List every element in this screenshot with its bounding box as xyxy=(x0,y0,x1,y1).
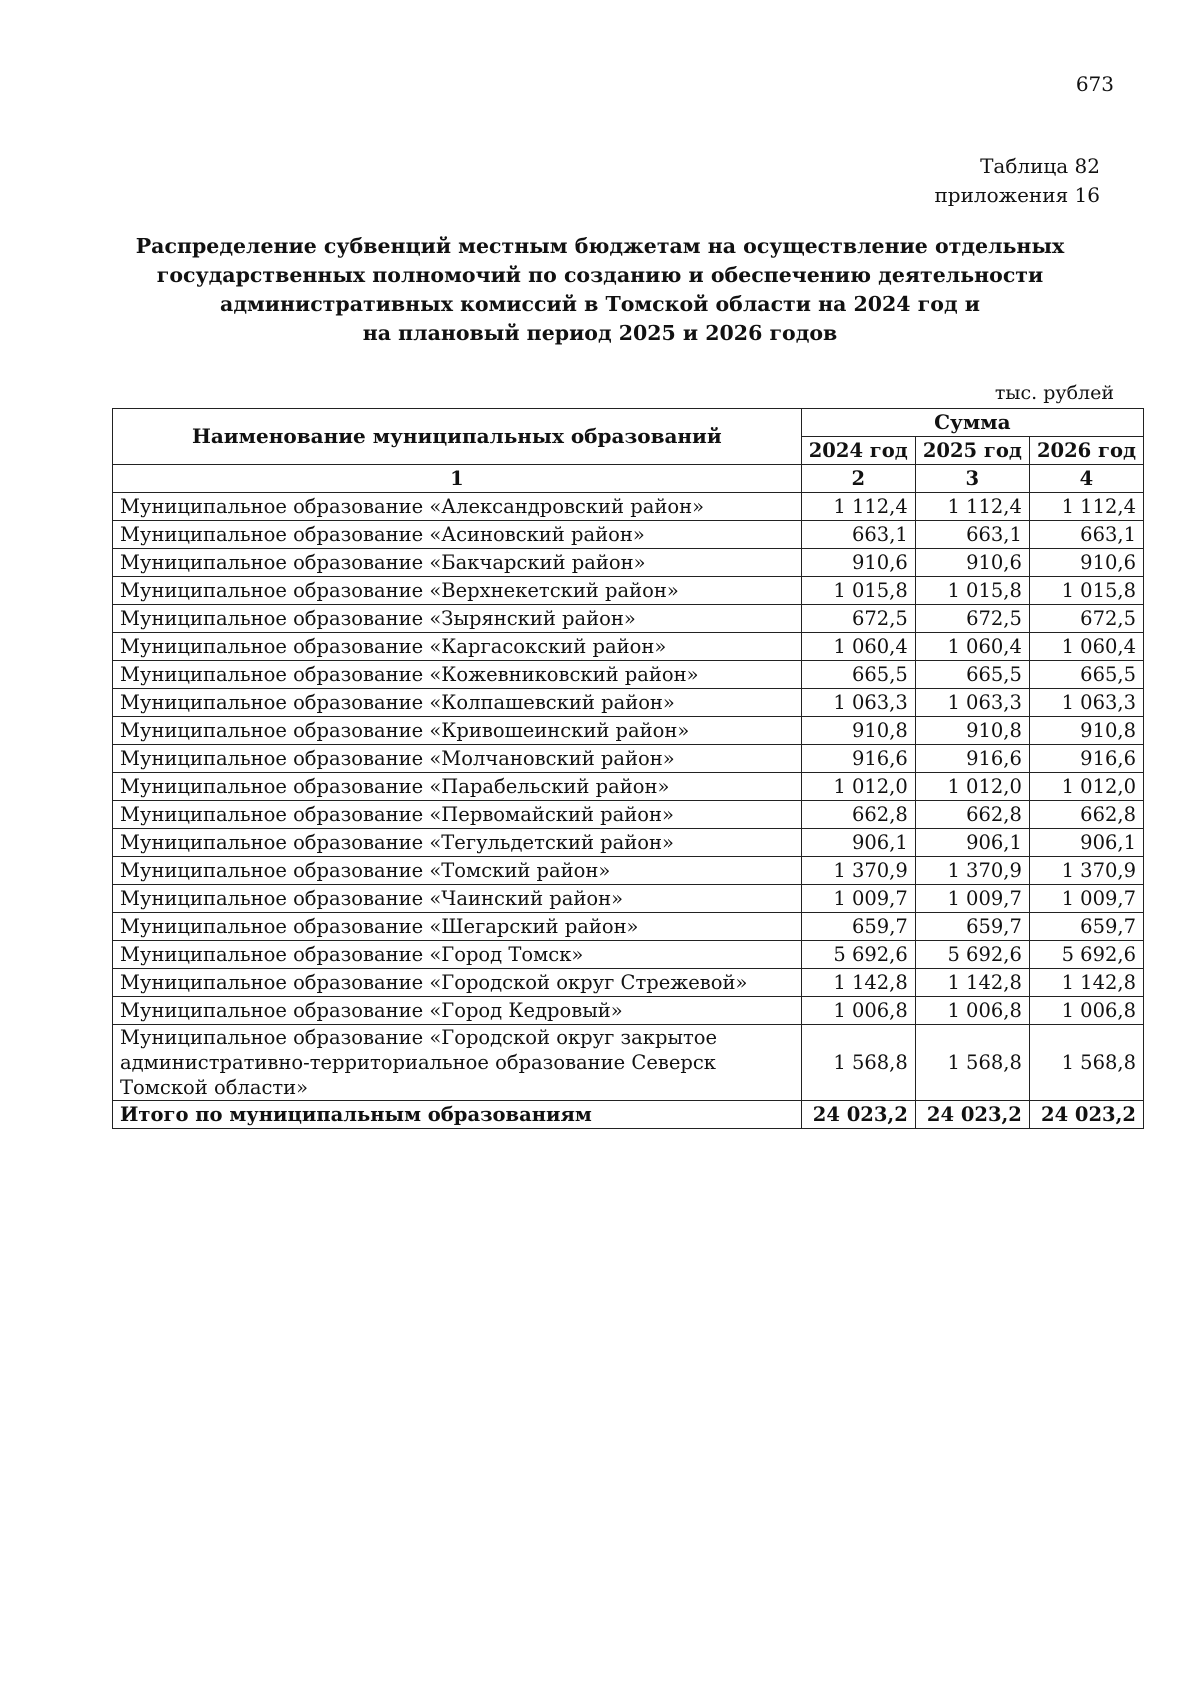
municipality-name: Муниципальное образование «Парабельский район» xyxy=(113,773,802,801)
amount-2025: 1 370,9 xyxy=(915,857,1029,885)
municipality-name: Муниципальное образование «Городской округ Стрежевой» xyxy=(113,969,802,997)
amount-2026: 1 568,8 xyxy=(1029,1025,1143,1101)
amount-2024: 1 060,4 xyxy=(801,633,915,661)
table-row xyxy=(113,941,1144,969)
municipality-name: Муниципальное образование «Городской округ закрытое административно-территориальное образование Северск Томской области» xyxy=(113,1025,802,1101)
table-row xyxy=(113,521,1144,549)
municipality-name: Муниципальное образование «Молчановский район» xyxy=(113,745,802,773)
municipality-name: Муниципальное образование «Город Томск» xyxy=(113,941,802,969)
amount-2025: 1 568,8 xyxy=(915,1025,1029,1101)
amount-2026: 663,1 xyxy=(1029,521,1143,549)
amount-2024: 663,1 xyxy=(801,521,915,549)
table-row xyxy=(113,549,1144,577)
amount-2026: 672,5 xyxy=(1029,605,1143,633)
amount-2025: 672,5 xyxy=(915,605,1029,633)
municipality-name: Муниципальное образование «Чаинский район» xyxy=(113,885,802,913)
amount-2026: 5 692,6 xyxy=(1029,941,1143,969)
table-row xyxy=(113,997,1144,1025)
amount-2024: 1 112,4 xyxy=(801,493,915,521)
amount-2025: 663,1 xyxy=(915,521,1029,549)
title-line: государственных полномочий по созданию и обеспечению деятельности xyxy=(156,263,1044,287)
table-row xyxy=(113,773,1144,801)
amount-2024: 672,5 xyxy=(801,605,915,633)
subvention-table xyxy=(112,408,1144,1129)
amount-2025: 1 012,0 xyxy=(915,773,1029,801)
amount-2025: 1 063,3 xyxy=(915,689,1029,717)
amount-2025: 1 112,4 xyxy=(915,493,1029,521)
table-row xyxy=(113,857,1144,885)
amount-2025: 1 142,8 xyxy=(915,969,1029,997)
amount-2025: 665,5 xyxy=(915,661,1029,689)
column-index: 1 xyxy=(113,465,802,493)
table-row xyxy=(113,745,1144,773)
table-row xyxy=(113,633,1144,661)
amount-2025: 916,6 xyxy=(915,745,1029,773)
header-year-2025: 2025 год xyxy=(915,437,1029,465)
amount-2026: 1 012,0 xyxy=(1029,773,1143,801)
units-label: тыс. рублей xyxy=(994,382,1114,404)
table-row xyxy=(113,969,1144,997)
header-sum-group: Сумма xyxy=(801,409,1143,437)
amount-2024: 1 142,8 xyxy=(801,969,915,997)
municipality-name: Муниципальное образование «Шегарский район» xyxy=(113,913,802,941)
document-title xyxy=(110,232,1090,348)
table-row xyxy=(113,689,1144,717)
table-row xyxy=(113,1025,1144,1101)
table-row xyxy=(113,577,1144,605)
column-index: 3 xyxy=(915,465,1029,493)
title-line: Распределение субвенций местным бюджетам на осуществление отдельных xyxy=(135,234,1065,258)
table-row xyxy=(113,493,1144,521)
total-2024: 24 023,2 xyxy=(801,1101,915,1129)
amount-2026: 910,8 xyxy=(1029,717,1143,745)
amount-2024: 1 012,0 xyxy=(801,773,915,801)
municipality-name: Муниципальное образование «Кривошеинский район» xyxy=(113,717,802,745)
amount-2026: 1 006,8 xyxy=(1029,997,1143,1025)
header-year-2026: 2026 год xyxy=(1029,437,1143,465)
amount-2025: 5 692,6 xyxy=(915,941,1029,969)
amount-2026: 910,6 xyxy=(1029,549,1143,577)
total-2025: 24 023,2 xyxy=(915,1101,1029,1129)
amount-2024: 910,6 xyxy=(801,549,915,577)
municipality-name: Муниципальное образование «Александровский район» xyxy=(113,493,802,521)
amount-2024: 916,6 xyxy=(801,745,915,773)
table-row xyxy=(113,717,1144,745)
municipality-name: Муниципальное образование «Тегульдетский район» xyxy=(113,829,802,857)
amount-2026: 1 370,9 xyxy=(1029,857,1143,885)
amount-2025: 910,6 xyxy=(915,549,1029,577)
table-reference xyxy=(934,152,1100,210)
table-row xyxy=(113,829,1144,857)
table-row xyxy=(113,885,1144,913)
total-row xyxy=(113,1101,1144,1129)
total-label: Итого по муниципальным образованиям xyxy=(113,1101,802,1129)
title-line: на плановый период 2025 и 2026 годов xyxy=(362,321,838,345)
amount-2025: 662,8 xyxy=(915,801,1029,829)
amount-2024: 1 063,3 xyxy=(801,689,915,717)
amount-2024: 1 370,9 xyxy=(801,857,915,885)
amount-2026: 916,6 xyxy=(1029,745,1143,773)
amount-2026: 662,8 xyxy=(1029,801,1143,829)
amount-2024: 1 568,8 xyxy=(801,1025,915,1101)
amount-2026: 1 015,8 xyxy=(1029,577,1143,605)
amount-2025: 1 006,8 xyxy=(915,997,1029,1025)
amount-2025: 906,1 xyxy=(915,829,1029,857)
amount-2025: 659,7 xyxy=(915,913,1029,941)
amount-2025: 1 015,8 xyxy=(915,577,1029,605)
municipality-name: Муниципальное образование «Колпашевский район» xyxy=(113,689,802,717)
municipality-name: Муниципальное образование «Асиновский район» xyxy=(113,521,802,549)
amount-2026: 906,1 xyxy=(1029,829,1143,857)
municipality-name: Муниципальное образование «Каргасокский район» xyxy=(113,633,802,661)
amount-2026: 665,5 xyxy=(1029,661,1143,689)
table-number: Таблица 82 xyxy=(980,154,1100,178)
page-number: 673 xyxy=(1075,72,1114,96)
total-2026: 24 023,2 xyxy=(1029,1101,1143,1129)
column-index: 4 xyxy=(1029,465,1143,493)
amount-2024: 906,1 xyxy=(801,829,915,857)
municipality-name: Муниципальное образование «Первомайский район» xyxy=(113,801,802,829)
column-index: 2 xyxy=(801,465,915,493)
amount-2024: 665,5 xyxy=(801,661,915,689)
amount-2024: 5 692,6 xyxy=(801,941,915,969)
amount-2026: 1 060,4 xyxy=(1029,633,1143,661)
column-index-row xyxy=(113,465,1144,493)
header-name-column: Наименование муниципальных образований xyxy=(113,409,802,465)
municipality-name: Муниципальное образование «Зырянский район» xyxy=(113,605,802,633)
municipality-name: Муниципальное образование «Бакчарский район» xyxy=(113,549,802,577)
municipality-name: Муниципальное образование «Кожевниковский район» xyxy=(113,661,802,689)
amount-2026: 1 009,7 xyxy=(1029,885,1143,913)
table-row xyxy=(113,661,1144,689)
table-row xyxy=(113,801,1144,829)
amount-2024: 662,8 xyxy=(801,801,915,829)
amount-2024: 1 006,8 xyxy=(801,997,915,1025)
municipality-name: Муниципальное образование «Верхнекетский район» xyxy=(113,577,802,605)
amount-2026: 1 063,3 xyxy=(1029,689,1143,717)
amount-2026: 1 142,8 xyxy=(1029,969,1143,997)
amount-2024: 1 015,8 xyxy=(801,577,915,605)
amount-2025: 1 060,4 xyxy=(915,633,1029,661)
amount-2026: 1 112,4 xyxy=(1029,493,1143,521)
municipality-name: Муниципальное образование «Томский район» xyxy=(113,857,802,885)
table-row xyxy=(113,605,1144,633)
amount-2024: 1 009,7 xyxy=(801,885,915,913)
amount-2025: 1 009,7 xyxy=(915,885,1029,913)
header-year-2024: 2024 год xyxy=(801,437,915,465)
amount-2024: 910,8 xyxy=(801,717,915,745)
amount-2025: 910,8 xyxy=(915,717,1029,745)
amount-2024: 659,7 xyxy=(801,913,915,941)
municipality-name: Муниципальное образование «Город Кедровый» xyxy=(113,997,802,1025)
amount-2026: 659,7 xyxy=(1029,913,1143,941)
appendix-number: приложения 16 xyxy=(934,183,1100,207)
header-row xyxy=(113,409,1144,437)
title-line: административных комиссий в Томской области на 2024 год и xyxy=(220,292,980,316)
table-row xyxy=(113,913,1144,941)
